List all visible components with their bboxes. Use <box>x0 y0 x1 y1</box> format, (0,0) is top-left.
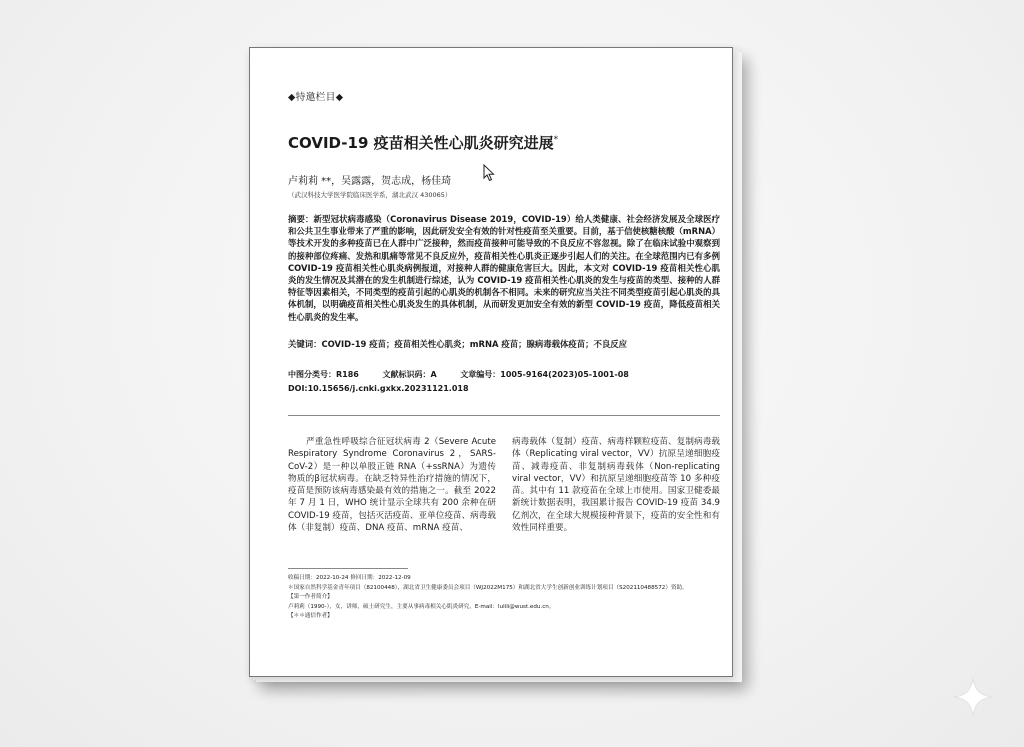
sparkle-icon <box>952 676 994 718</box>
section-divider <box>288 415 720 416</box>
title-footnote-mark: * <box>553 135 559 145</box>
keywords: 关键词：COVID-19 疫苗；疫苗相关性心肌炎；mRNA 疫苗；腺病毒载体疫苗；不良反应 <box>288 339 627 349</box>
body-column-right: 病毒载体（复制）疫苗、病毒样颗粒疫苗、复制病毒载体（Replicating viral vector，VV）抗原呈递细胞疫苗、减毒疫苗、非复制病毒载体（Non-replicating viral vector，VV）和抗原呈递细胞疫苗等 10 多种疫苗。其中有 11 款疫苗在全球上市使用。国家卫健委最新统计数据表明，我国累计报告 COVID-19 疫苗 34.9 亿剂次，在全球大规模接种背景下，疫苗的安全性和有效性同样重要。 <box>512 437 720 534</box>
classification-number: 中图分类号：R186 <box>288 370 359 379</box>
footnote-dates: 收稿日期：2022-10-24 修回日期：2022-12-09 <box>288 575 411 581</box>
paper-title <box>288 132 558 153</box>
affiliation: （武汉科技大学医学院临床医学系，湖北武汉 430065） <box>288 191 452 199</box>
paper-page <box>249 47 733 677</box>
article-number: 文章编号：1005-9164(2023)05-1001-08 <box>460 370 629 379</box>
footnote-divider <box>288 568 408 569</box>
footnote-first-author-heading: 【第一作者简介】 <box>288 594 333 601</box>
abstract: 摘要：新型冠状病毒感染（Coronavirus Disease 2019，COVID-19）给人类健康、社会经济发展及全球医疗和公共卫生事业带来了严重的影响，因此研发安全有效的针对性疫苗至关重要。目前，基于信使核糖核酸（mRNA）等技术开发的多种疫苗已在人群中广泛接种，然而疫苗接种可能导致的不良反应不容忽视。除了在临床试验中观察到的接种部位疼痛、发热和肌痛等常见不良反应外，疫苗相关性心肌炎正逐步引起人们的关注。在全球范围内已有多例 COVID-19 疫苗相关性心肌炎病例报道，对接种人群的健康危害巨大。因此，本文对 COVID-19 疫苗相关性心肌炎的发生情况及其潜在的发生机制进行综述，认为 COVID-19 疫苗相关性心肌炎的发生与疫苗的类型、接种的人群特征等因素相关，不同类型的疫苗引起的心肌炎的机制各不相同。未来的研究应当关注不同类型疫苗引起心肌炎的具体机制，以明确疫苗相关性心肌炎发生的具体机制，从而研发更加安全有效的新型 COVID-19 疫苗，降低疫苗相关性心肌炎的发生率。 <box>288 214 720 322</box>
footnote-funding: ＊国家自然科学基金青年项目（82100448），湖北省卫生健康委员会项目（WJ2022M175）和湖北省大学生创新创业训练计划项目（S202110488572）资助。 <box>288 584 688 591</box>
doi: DOI:10.15656/j.cnki.gxkx.20231121.018 <box>288 384 469 393</box>
body-column-left: 严重急性呼吸综合征冠状病毒 2（Severe Acute Respiratory Syndrome Coronavirus 2，SARS-CoV-2）是一种以单股正链 RNA（+ssRNA）为遗传物质的β冠状病毒。在缺乏特异性治疗措施的情况下，疫苗是预防该病毒感染最有效的措施之一。截至 2022 年 7 月 1 日，WHO 统计显示全球共有 200 余种在研 COVID-19 疫苗，包括灭活疫苗、亚单位疫苗、病毒载体（非复制）疫苗、DNA 疫苗、mRNA 疫苗、 <box>288 437 496 534</box>
document-code: 文献标识码：A <box>382 370 437 379</box>
footnotes <box>288 574 720 622</box>
mouse-pointer-icon <box>483 164 495 182</box>
footnote-first-author: 卢莉莉（1990-），女，讲师，硕士研究生，主要从事病毒相关心肌炎研究，E-mail：lulili@wust.edu.cn。 <box>288 603 555 610</box>
footnote-corresponding-author: 【＊＊通信作者】 <box>288 613 333 620</box>
authors: 卢莉莉 **，吴露露，贺志成，杨佳琦 <box>288 176 452 187</box>
column-tag: ◆特邀栏目◆ <box>288 92 344 103</box>
classification-line <box>288 369 629 380</box>
paper-title-text: COVID-19 疫苗相关性心肌炎研究进展 <box>288 134 554 152</box>
